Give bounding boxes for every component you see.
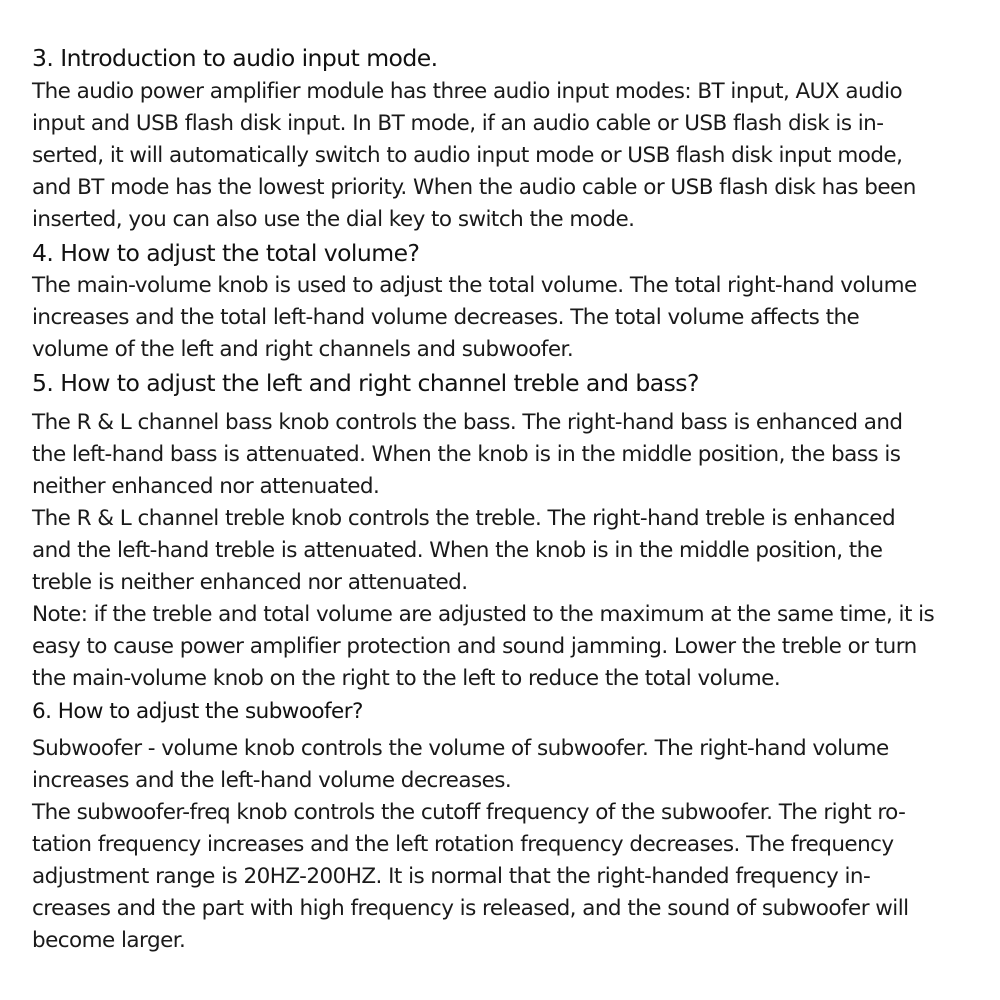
text-line: increases and the left-hand volume decreases. — [32, 768, 512, 793]
text-line: input and USB flash disk input. In BT mode, if an audio cable or USB flash disk is in- — [32, 111, 884, 136]
text-line: serted, it will automatically switch to audio input mode or USB flash disk input mode, — [32, 143, 903, 168]
document-page — [32, 42, 972, 957]
text-line: the left-hand bass is attenuated. When the knob is in the middle position, the bass is — [32, 442, 901, 467]
section-heading: 4. How to adjust the total volume? — [32, 239, 420, 267]
text-line: easy to cause power amplifier protection and sound jamming. Lower the treble or turn — [32, 634, 917, 659]
text-line: tation frequency increases and the left rotation frequency decreases. The frequency — [32, 832, 894, 857]
paragraph — [32, 270, 972, 366]
text-line: inserted, you can also use the dial key to switch the mode. — [32, 207, 635, 232]
text-line: The R & L channel treble knob controls the treble. The right-hand treble is enhanced — [32, 506, 896, 531]
note-paragraph — [32, 599, 972, 695]
text-line: and BT mode has the lowest priority. When the audio cable or USB flash disk has been — [32, 175, 916, 200]
text-line: treble is neither enhanced nor attenuated. — [32, 570, 468, 595]
section-subwoofer — [32, 696, 972, 957]
text-line: The audio power amplifier module has three audio input modes: BT input, AUX audio — [32, 79, 903, 104]
text-line: and the left-hand treble is attenuated. When the knob is in the middle position, the — [32, 538, 883, 563]
text-line: Subwoofer - volume knob controls the volume of subwoofer. The right-hand volume — [32, 736, 889, 761]
paragraph — [32, 503, 972, 599]
text-line: The main-volume knob is used to adjust the total volume. The total right-hand volume — [32, 273, 917, 298]
text-line: increases and the total left-hand volume decreases. The total volume affects the — [32, 305, 860, 330]
section-treble-bass — [32, 367, 972, 695]
text-line: The R & L channel bass knob controls the bass. The right-hand bass is enhanced and — [32, 410, 903, 435]
section-heading: 3. Introduction to audio input mode. — [32, 44, 438, 72]
paragraph — [32, 76, 972, 236]
text-line: volume of the left and right channels and subwoofer. — [32, 337, 574, 362]
paragraph — [32, 797, 972, 957]
text-line: Note: if the treble and total volume are adjusted to the maximum at the same time, it is — [32, 602, 935, 627]
text-line: neither enhanced nor attenuated. — [32, 474, 380, 499]
paragraph — [32, 733, 972, 797]
section-total-volume — [32, 237, 972, 366]
text-line: the main-volume knob on the right to the left to reduce the total volume. — [32, 666, 781, 691]
paragraph — [32, 407, 972, 503]
text-line: creases and the part with high frequency is released, and the sound of subwoofer will — [32, 896, 909, 921]
section-input-mode — [32, 42, 972, 236]
text-line: The subwoofer-freq knob controls the cutoff frequency of the subwoofer. The right ro- — [32, 800, 906, 825]
text-line: adjustment range is 20HZ-200HZ. It is normal that the right-handed frequency in- — [32, 864, 871, 889]
section-heading: 6. How to adjust the subwoofer? — [32, 699, 363, 724]
text-line: become larger. — [32, 928, 186, 953]
section-heading: 5. How to adjust the left and right channel treble and bass? — [32, 369, 699, 397]
